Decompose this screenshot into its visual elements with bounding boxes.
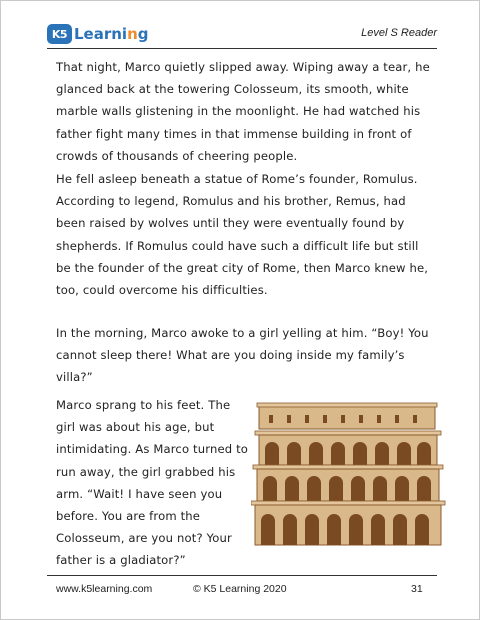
k5-learning-logo bbox=[47, 23, 149, 45]
story-paragraph-3: In the morning, Marco awoke to a girl yelling at him. “Boy! You cannot sleep there! What are you doing inside my family’s villa?” bbox=[56, 326, 429, 385]
logo-badge: K5 bbox=[47, 24, 72, 44]
story-paragraph-4: Marco sprang to his feet. The girl was about his age, but intimidating. As Marco turned to run away, the girl grabbed his arm. “Wait! I have seen you before. You are from the Colosseum, are you not? Your father is a gladiator?” bbox=[56, 398, 249, 568]
page-header bbox=[47, 23, 437, 49]
colosseum-illustration bbox=[251, 401, 447, 549]
header-divider bbox=[47, 48, 437, 49]
logo-text-main: Learni bbox=[74, 25, 128, 43]
page-number: 31 bbox=[411, 583, 423, 595]
reader-level: Level S Reader bbox=[361, 27, 437, 39]
story-paragraph-1: That night, Marco quietly slipped away. Wiping away a tear, he glanced back at the towering Colosseum, its smooth, white marble walls glistening in the moonlight. He had watched his father fight many times in that immense building in front of crowds of thousands of cheering people. bbox=[56, 60, 430, 163]
footer-website: www.k5learning.com bbox=[56, 583, 153, 595]
logo-text-end: g bbox=[137, 25, 149, 43]
footer-divider bbox=[47, 575, 437, 576]
footer-copyright: © K5 Learning 2020 bbox=[193, 583, 287, 595]
logo-text-accent: n bbox=[127, 25, 138, 43]
story-paragraph-2: He fell asleep beneath a statue of Rome’s founder, Romulus. According to legend, Romulus and his brother, Remus, had been raised by wolves until they were eventually found by shepherds. If Romulus could have such a difficult life but still be the founder of the great city of Rome, then Marco knew he, too, could overcome his difficulties. bbox=[56, 172, 429, 298]
logo-wordmark bbox=[74, 25, 149, 43]
